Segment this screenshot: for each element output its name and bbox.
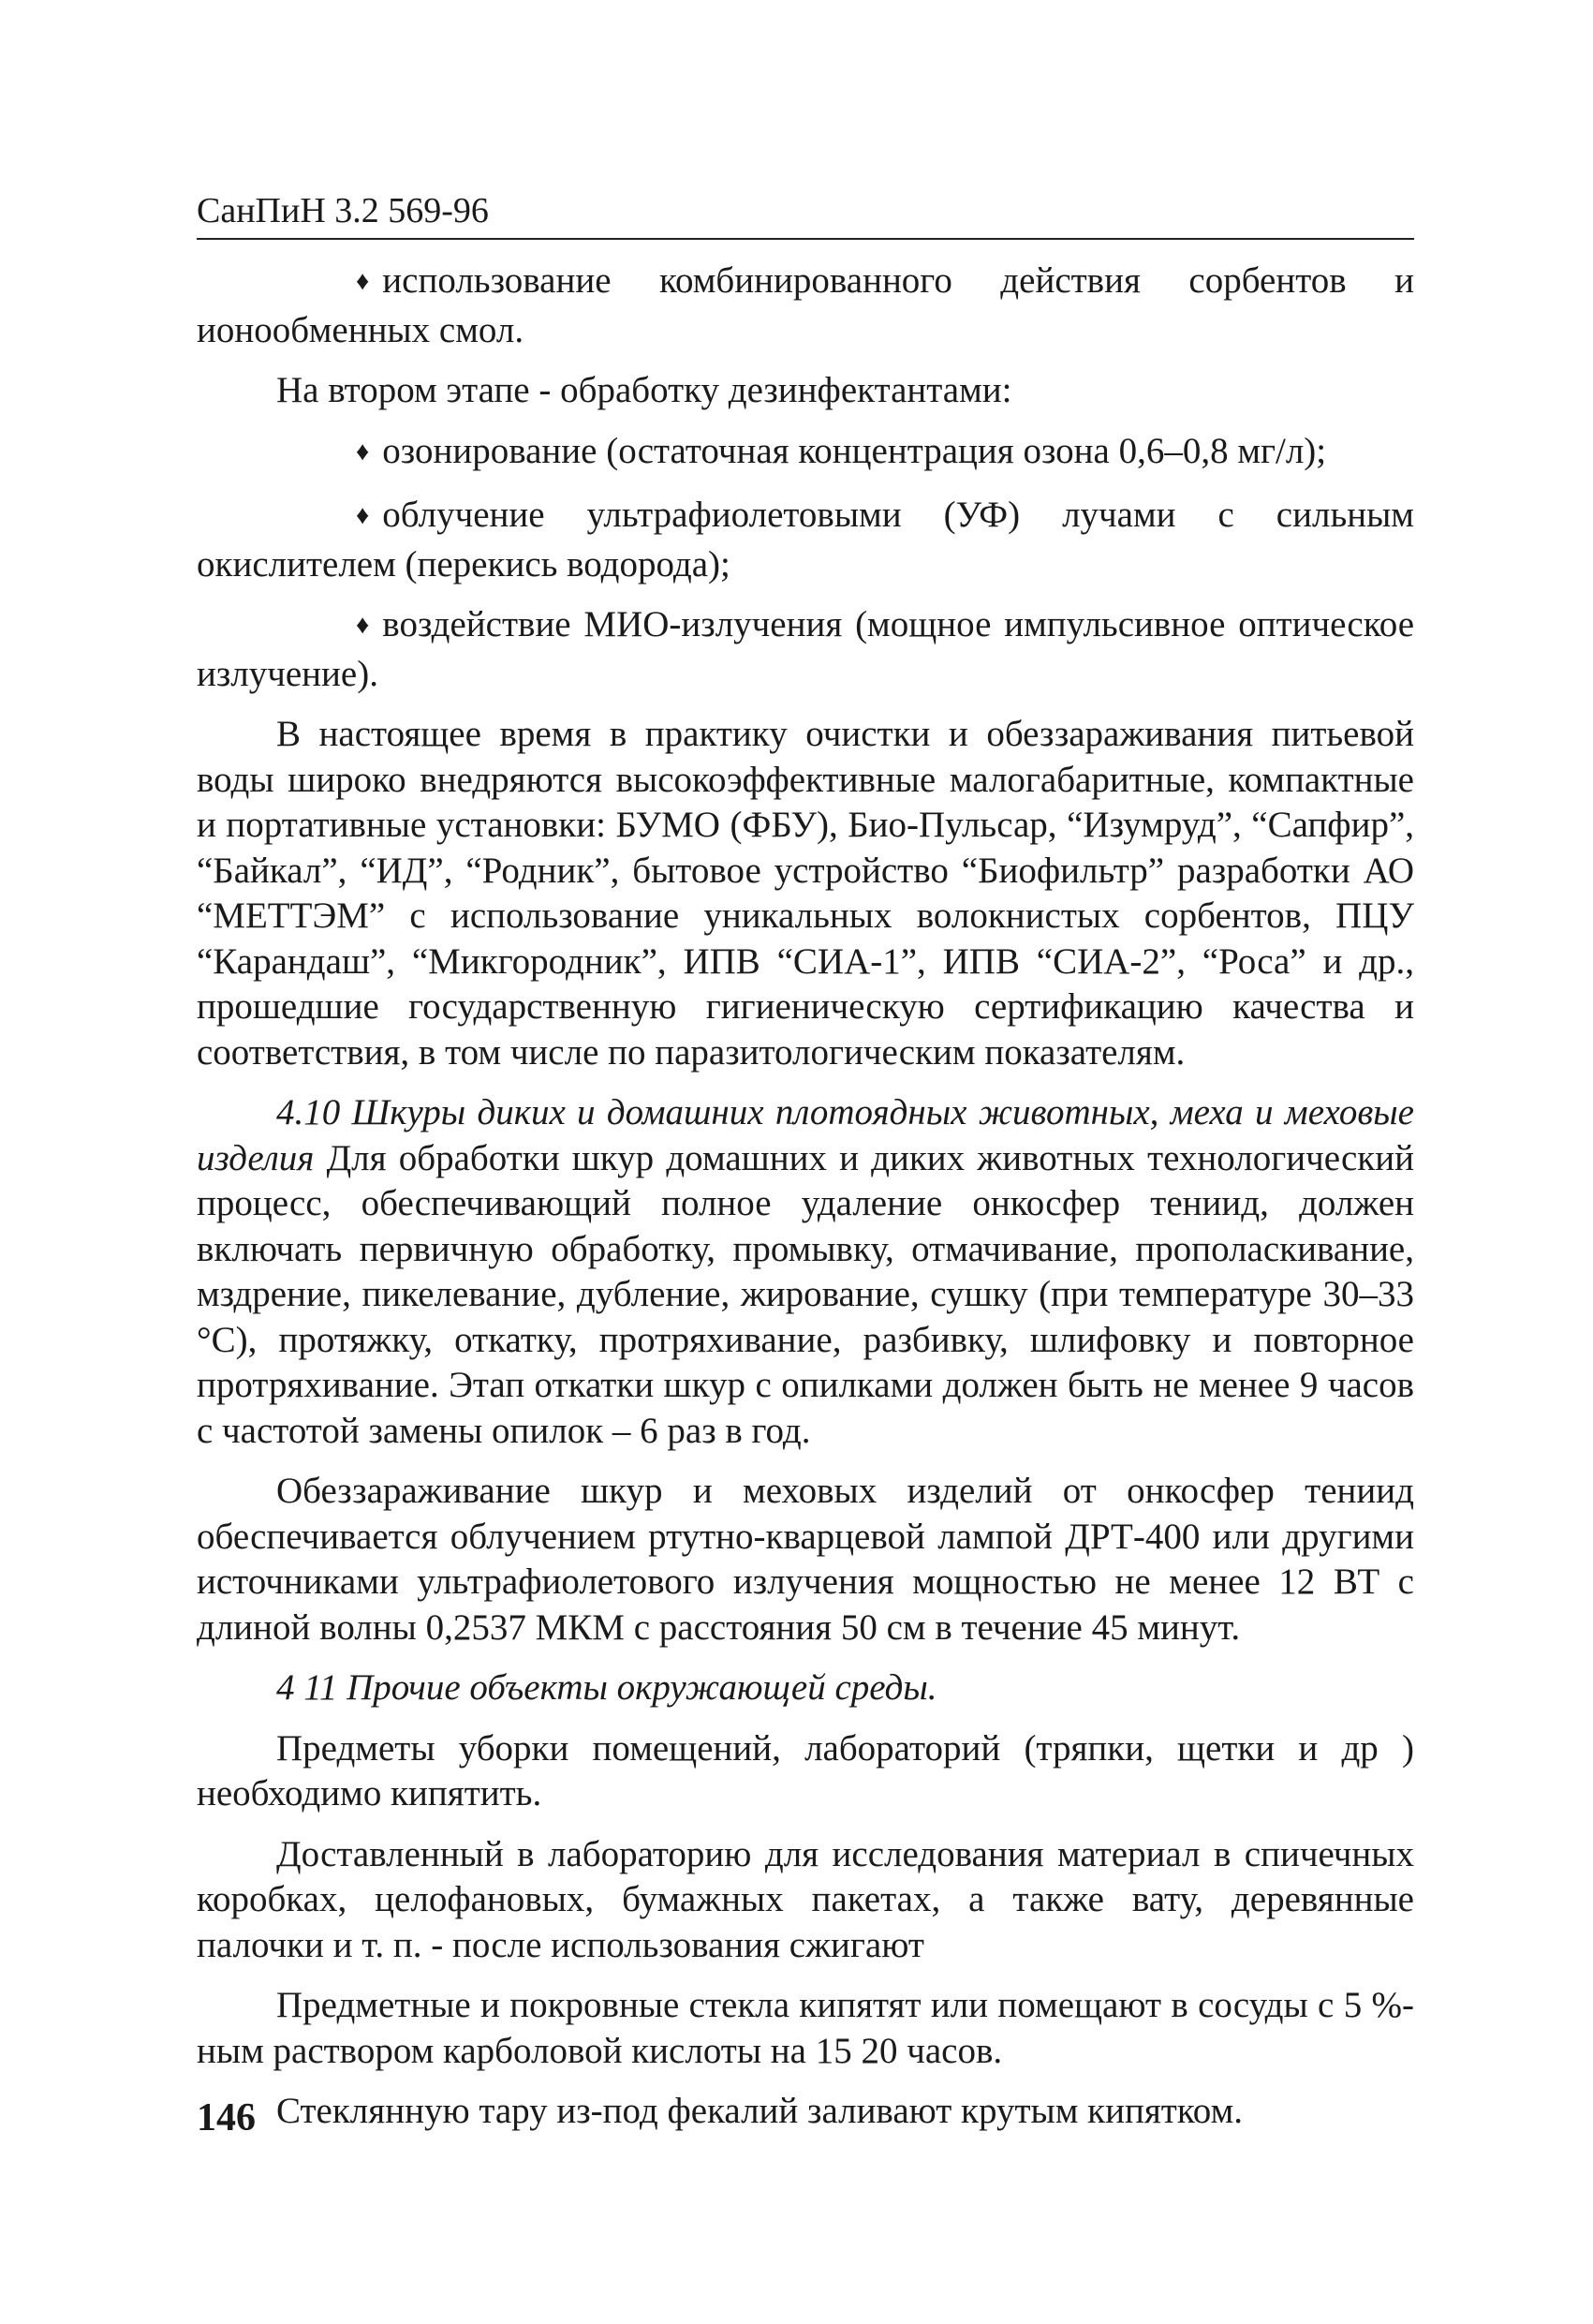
bullet-text: облучение ультрафиолетовыми (УФ) лучами с сильным окислителем (перекись водорода); — [197, 495, 1414, 585]
bullet-item-sorbents — [197, 259, 1414, 353]
bullet-text: воздействие МИО-излучения (мощное импульсивное оптическое излучение). — [197, 604, 1414, 694]
running-header: СанПиН 3.2 569-96 — [197, 187, 1414, 240]
diamond-bullet-icon: ♦ — [356, 611, 370, 640]
diamond-bullet-icon: ♦ — [356, 501, 370, 530]
paragraph-section-4-10 — [197, 1090, 1414, 1454]
bullet-text: использование комбинированного действия сорбентов и ионообменных смол. — [197, 260, 1414, 350]
paragraph-glass-containers: Стеклянную тару из-под фекалий заливают крутым кипятком. — [276, 2091, 1243, 2131]
paragraph-glass-slides: Предметные и покровные стекла кипятят или помещают в сосуды с 5 %-ным раствором карболовой кислоты на 15 20 часов. — [197, 1985, 1414, 2071]
section-heading-4-11: 4 11 Прочие объекты окружающей среды. — [276, 1667, 937, 1708]
page-body — [197, 259, 1414, 2150]
bullet-text: озонирование (остаточная концентрация озона 0,6–0,8 мг/л); — [382, 430, 1327, 471]
diamond-bullet-icon: ♦ — [356, 267, 370, 296]
section-body-4-10: Для обработки шкур домашних и диких животных технологический процесс, обеспечивающий полное удаление онкосфер тениид, должен включать первичную обработку, промывку, отмачивание, прополаскивание, мздрение, пикелевание, дубление, жирование, сушку (при температуре 30–33 °С), протяжку, откатку, протряхивание, разбивку, шлифовку и повторное протряхивание. Этап откатки шкур с опилками должен быть не менее 9 часов с частотой замены опилок – 6 раз в год. — [197, 1137, 1415, 1451]
paragraph-disinfection: Обеззараживание шкур и меховых изделий от онкосфер тениид обеспечивается облучением ртутно-кварцевой лампой ДРТ-400 или другими источниками ультрафиолетового излучения мощностью не менее 12 ВТ с длиной волны 0,2537 МКМ с расстояния 50 см в течение 45 минут. — [197, 1471, 1414, 1648]
page-number: 146 — [197, 2096, 256, 2139]
bullet-item-ozonation — [197, 429, 1414, 479]
paragraph-installations: В настоящее время в практику очистки и обеззараживания питьевой воды широко внедряются высокоэффективные малогабаритные, компактные и портативные установки: БУМО (ФБУ), Био-Пульсар, “Изумруд”, “Сапфир”, “Байкал”, “ИД”, “Родник”, бытовое устройство “Биофильтр” разработки АО “МЕТТЭМ” с использование уникальных волокнистых сорбентов, ПЦУ “Карандаш”, “Микгородник”, ИПВ “СИА-1”, ИПВ “СИА-2”, “Роса” и др., прошедшие государственную гигиеническую сертификацию качества и соответствия, в том числе по паразитологическим показателям. — [197, 714, 1414, 1073]
paragraph-delivered-material: Доставленный в лабораторию для исследования материал в спичечных коробках, целофановых, бумажных пакетах, а также вату, деревянные палочки и т. п. - после использования сжигают — [197, 1833, 1414, 1965]
section-heading-4-10: 4.10 Шкуры диких и домашних плотоядных животных, меха и меховые изделия — [197, 1092, 1414, 1178]
bullet-item-uv — [197, 493, 1414, 587]
paragraph-second-stage: На втором этапе - обработку дезинфектантами: — [276, 370, 1012, 410]
paragraph-cleaning-items: Предметы уборки помещений, лабораторий (тряпки, щетки и др ) необходимо кипятить. — [197, 1727, 1414, 1813]
diamond-bullet-icon: ♦ — [356, 437, 370, 466]
bullet-item-mio — [197, 602, 1414, 697]
